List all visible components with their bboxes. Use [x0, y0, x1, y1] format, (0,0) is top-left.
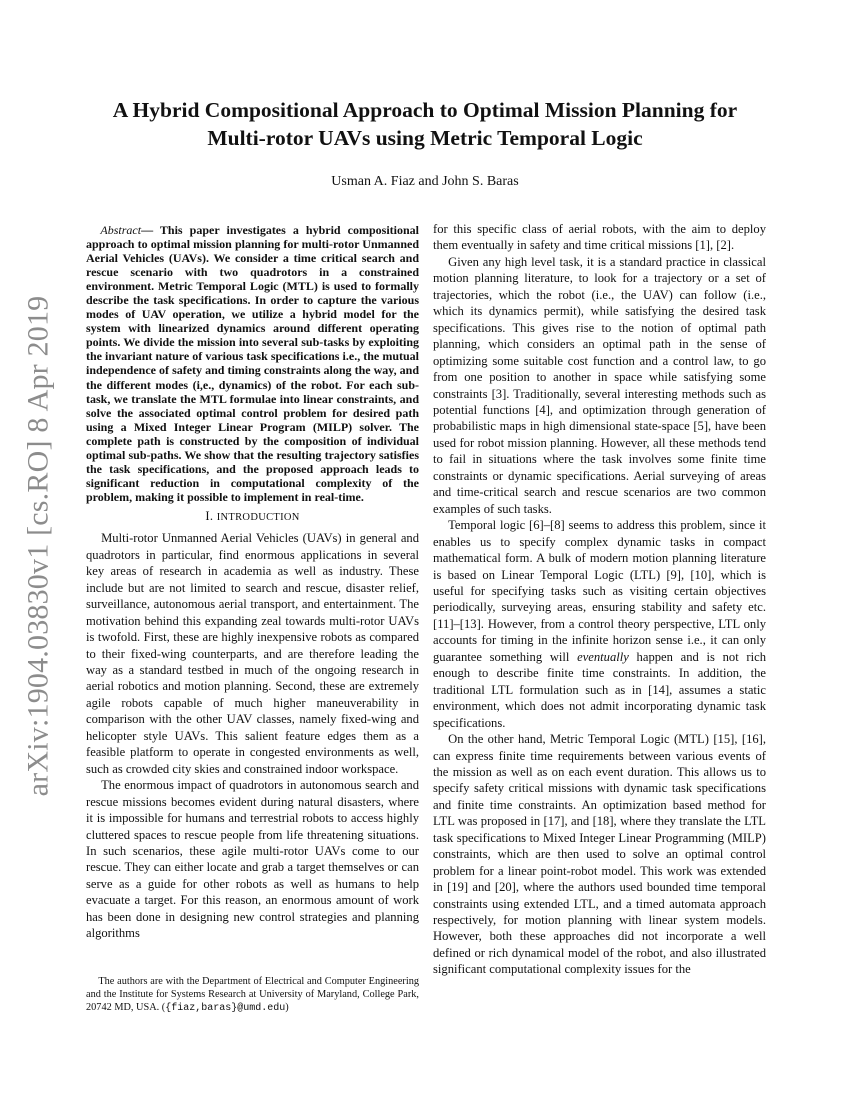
right-paragraph-3-emphasis: eventually [577, 649, 629, 664]
right-column [433, 221, 766, 978]
right-paragraph-3-part-a: Temporal logic [6]–[8] seems to address this problem, since it enables us to specify complex dynamic tasks in compact mathematical form. A bulk of modern motion planning literature is based on Linear Temporal Logic (LTL) [9], [10], which is useful for specifying tasks such as visiting certain objectives periodically, surveying areas, ensuring stability and safety etc. [11]–[13]. However, from a control theory perspective, LTL only accounts for timing in the infinite horizon sense i.e., it can only guarantee something will [433, 518, 766, 664]
abstract [86, 223, 419, 504]
title-line-2: Multi-rotor UAVs using Metric Temporal Logic [207, 126, 643, 150]
arxiv-identifier: arXiv:1904.03830v1 [cs.RO] 8 Apr 2019 [21, 295, 54, 797]
title-line-1: A Hybrid Compositional Approach to Optimal Mission Planning for [112, 98, 738, 122]
section-number: I. [205, 508, 214, 523]
right-paragraph-2: Given any high level task, it is a standard practice in classical motion planning literature, to look for a trajectory or a set of trajectories, which the robot (i.e., the UAV) can follow (i.e., which its dynamics permit), while satisfying the desired task specifications. This gives rise to the notion of optimal path planning, which considers an optimal path in the sense of optimizing some suitable cost function and a control law, to go from one position to another in space while satisfying some constraints [3]. Traditionally, several interesting methods such as potential functions [4], and optimization through generation of probabilistic maps in high dimensional state-space [5], have been used for robot mission planning. However, all these methods tend to fail in situations where the task involves some finite time constraints or dynamic specifications. Aerial surveying of areas and time-critical search and rescue scenarios are two common examples of such tasks. [433, 254, 766, 516]
right-paragraph-3 [433, 517, 766, 731]
paper-title [80, 96, 770, 152]
right-paragraph-4: On the other hand, Metric Temporal Logic (MTL) [15], [16], can express finite time requirements between various events of the mission as well as on each event duration. This allows us to specify safety critical missions with dynamic task specifications and finite time constraints. An optimization based method for LTL was proposed in [17], and [18], where they translate the LTL task specifications to Mixed Integer Linear Programming (MILP) constraints, which are then used to solve an optimal control problem for a linear point-robot model. This work was extended in [19] and [20], where the authors used bounded time temporal constraints using extended LTL, and a timed automata approach respectively, for motion planning with linear system models. However, both these approaches did not incorporate a well defined or rich dynamical model of the robot, and also illustrated significant computational complexity issues for the [433, 732, 766, 977]
right-paragraph-3-part-b: happen and is not rich enough to describe finite time constraints. In addition, the traditional LTL formulation such as in [14], assumes a static environment, which does not admit incorporating dynamic task specifications. [433, 649, 766, 730]
section-heading-introduction [86, 508, 419, 526]
footnote-close: ) [285, 1002, 289, 1014]
right-paragraph-continued: for this specific class of aerial robots, with the aim to deploy them eventually in safety and time critical missions [1], [2]. [433, 222, 766, 253]
footnote-email: {fiaz,baras}@umd.edu [165, 1003, 286, 1015]
footnote-text: The authors are with the Department of Electrical and Computer Engineering and the Institute for Systems Research at University of Maryland, College Park, 20742 MD, USA. ( [86, 976, 419, 1014]
intro-paragraph-1: Multi-rotor Unmanned Aerial Vehicles (UAVs) in general and quadrotors in particular, find enormous applications in several key areas of research in academia as well as industry. These include but are not limited to search and rescue, disaster relief, surveillance, autonomous aerial transport, and entertainment. The motivation behind this expanding zeal towards multi-rotor UAVs is twofold. First, these are highly inexpensive robots as compared to their fixed-wing counterparts, and are therefore leading the way as a standard testbed in much of the ongoing research in aerial robotics and motion planning. Second, these are extremely agile robots capable of much higher maneuverability in comparison with the other UAV classes, namely fixed-wing and helicopter style UAVs. This salient feature edges them as a feasible platform to operate in congested environments as well, such as crowded city skies and constrained indoor workspace. [86, 531, 419, 776]
intro-paragraph-2: The enormous impact of quadrotors in autonomous search and rescue missions becomes evident during natural disasters, where it is impossible for humans and terrestrial robots to access highly cluttered spaces to rescue people from life threatening situations. In such scenarios, these agile multi-rotor UAVs come to our rescue. They can either locate and grab a target themselves or can serve as a guide for other robots as well as humans to help evacuate a target. For this reason, an enormous amount of work has been done in designing new control strategies and planning algorithms [86, 778, 419, 941]
abstract-label: Abstract [100, 223, 142, 237]
left-column [86, 223, 419, 942]
paper-authors: Usman A. Fiaz and John S. Baras [331, 174, 519, 189]
section-title: INTRODUCTION [216, 511, 300, 523]
abstract-text: — This paper investigates a hybrid compositional approach to optimal mission planning for multi-rotor Unmanned Aerial Vehicles (UAVs). We consider a time critical search and rescue scenario with two quadrotors in a constrained environment. Metric Temporal Logic (MTL) is used to formally describe the task specifications. In order to capture the various modes of UAV operation, we utilize a hybrid model for the system with linearized dynamics around different operating points. We divide the mission into several sub-tasks by exploiting the invariant nature of various task specifications i.e., the mutual independence of safety and timing constraints along the way, and the different modes (i,e., dynamics) of the robot. For each sub-task, we translate the MTL formulae into linear constraints, and solve the associated optimal control problem for desired path using a Mixed Integer Linear Program (MILP) solver. The complete path is constructed by the composition of individual optimal sub-paths. We show that the resulting trajectory satisfies the task specifications, and the proposed approach leads to significant reduction in computational complexity of the problem, making it possible to implement in real-time. [86, 223, 419, 504]
arxiv-identifier-stamp [20, 296, 56, 796]
author-affiliation-footnote [86, 975, 419, 1016]
